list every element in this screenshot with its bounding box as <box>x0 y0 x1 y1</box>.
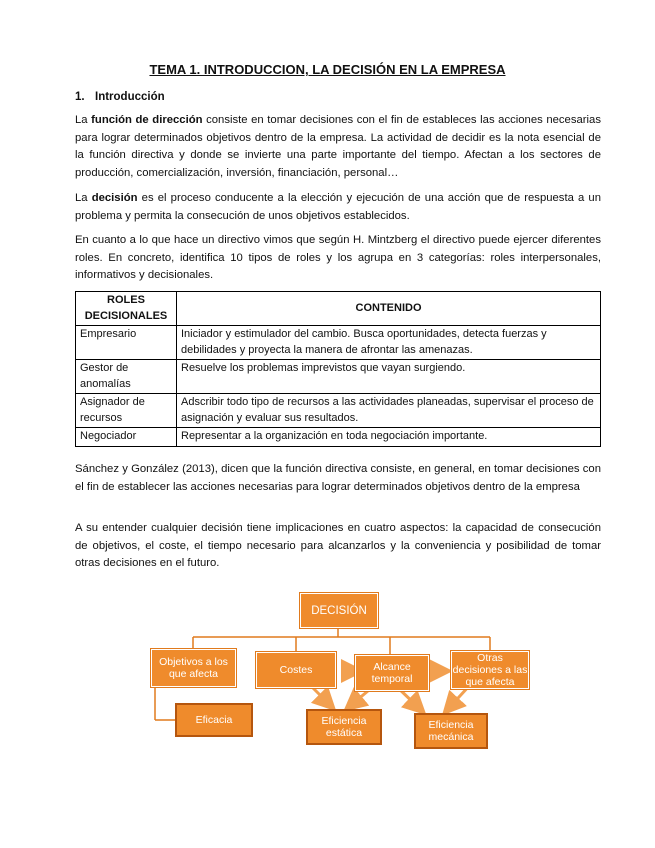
paragraph-decision <box>75 190 601 225</box>
table-cell-role: Asignador de recursos <box>76 394 177 428</box>
node-alcance-temporal: Alcance temporal <box>355 655 429 691</box>
roles-table <box>75 291 601 447</box>
p1-text: consiste en tomar decisiones con el fin de estableces las acciones necesarias para lograr determinados objetivos dentro de la empresa. La actividad de decidir es la nota esencial de la función directiva y donde se invierte una parte importante del tiempo. Afectan a los sectores de producción, comercialización, inversión, financiación, personal… <box>75 114 601 179</box>
p2-term: decisión <box>91 192 138 204</box>
node-eficiencia-estatica: Eficiencia estática <box>306 709 382 745</box>
section-title: Introducción <box>95 91 165 103</box>
node-objetivos: Objetivos a los que afecta <box>151 649 236 687</box>
paragraph-implicaciones: A su entender cualquier decisión tiene implicaciones en cuatro aspectos: la capacidad de consecución de objetivos, el coste, el tiempo necesario para alcanzarlos y la conveniencia y posibilidad de tomar otras decisiones en el futuro. <box>75 522 601 570</box>
table-header-contenido: CONTENIDO <box>177 292 601 326</box>
p2-text: es el proceso conducente a la elección y ejecución de una acción que de respuesta a un problema y permita la consecución de unos objetivos establecidos. <box>75 192 601 222</box>
table-cell-role: Gestor de anomalías <box>76 360 177 394</box>
section-number: 1. <box>75 91 85 103</box>
node-eficiencia-mecanica: Eficiencia mecánica <box>414 713 488 749</box>
table-row <box>76 428 601 447</box>
table-header-row <box>76 292 601 326</box>
node-eficacia: Eficacia <box>175 703 253 737</box>
table-cell-content: Iniciador y estimulador del cambio. Busca oportunidades, detecta fuerzas y debilidades y proyecta la manera de afrontar las amenazas. <box>177 326 601 360</box>
node-otras-decisiones: Otras decisiones a las que afecta <box>452 652 528 688</box>
table-row <box>76 394 601 428</box>
section-heading <box>75 91 165 103</box>
page-title: TEMA 1. INTRODUCCION, LA DECISIÓN EN LA EMPRESA <box>149 62 506 77</box>
table-cell-role: Empresario <box>76 326 177 360</box>
table-cell-content: Representar a la organización en toda negociación importante. <box>177 428 601 447</box>
table-cell-role: Negociador <box>76 428 177 447</box>
paragraph-mintzberg: En cuanto a lo que hace un directivo vimos que según H. Mintzberg el directivo puede ejercer diferentes roles. En concreto, identifica 10 tipos de roles y los agrupa en 3 categorías: roles interpersonales, informativos y decisionales. <box>75 234 601 282</box>
paragraph-funcion-direccion <box>75 112 601 182</box>
table-cell-content: Adscribir todo tipo de recursos a las actividades planeadas, supervisar el proceso de asignación y evaluar sus resultados. <box>177 394 601 428</box>
p1-lead: La <box>75 114 92 126</box>
node-costes: Costes <box>256 652 336 688</box>
node-decision: DECISIÓN <box>300 593 378 628</box>
table-cell-content: Resuelve los problemas imprevistos que vayan surgiendo. <box>177 360 601 394</box>
p1-term: función de dirección <box>91 114 203 126</box>
table-header-roles: ROLES DECISIONALES <box>76 292 177 326</box>
decision-diagram <box>0 585 655 755</box>
paragraph-sanchez-gonzalez: Sánchez y González (2013), dicen que la función directiva consiste, en general, en tomar decisiones con el fin de establecer las acciones necesarias para lograr determinados objetivos dentro de la empresa <box>75 463 601 493</box>
table-row <box>76 360 601 394</box>
p2-lead: La <box>75 192 92 204</box>
table-row <box>76 326 601 360</box>
